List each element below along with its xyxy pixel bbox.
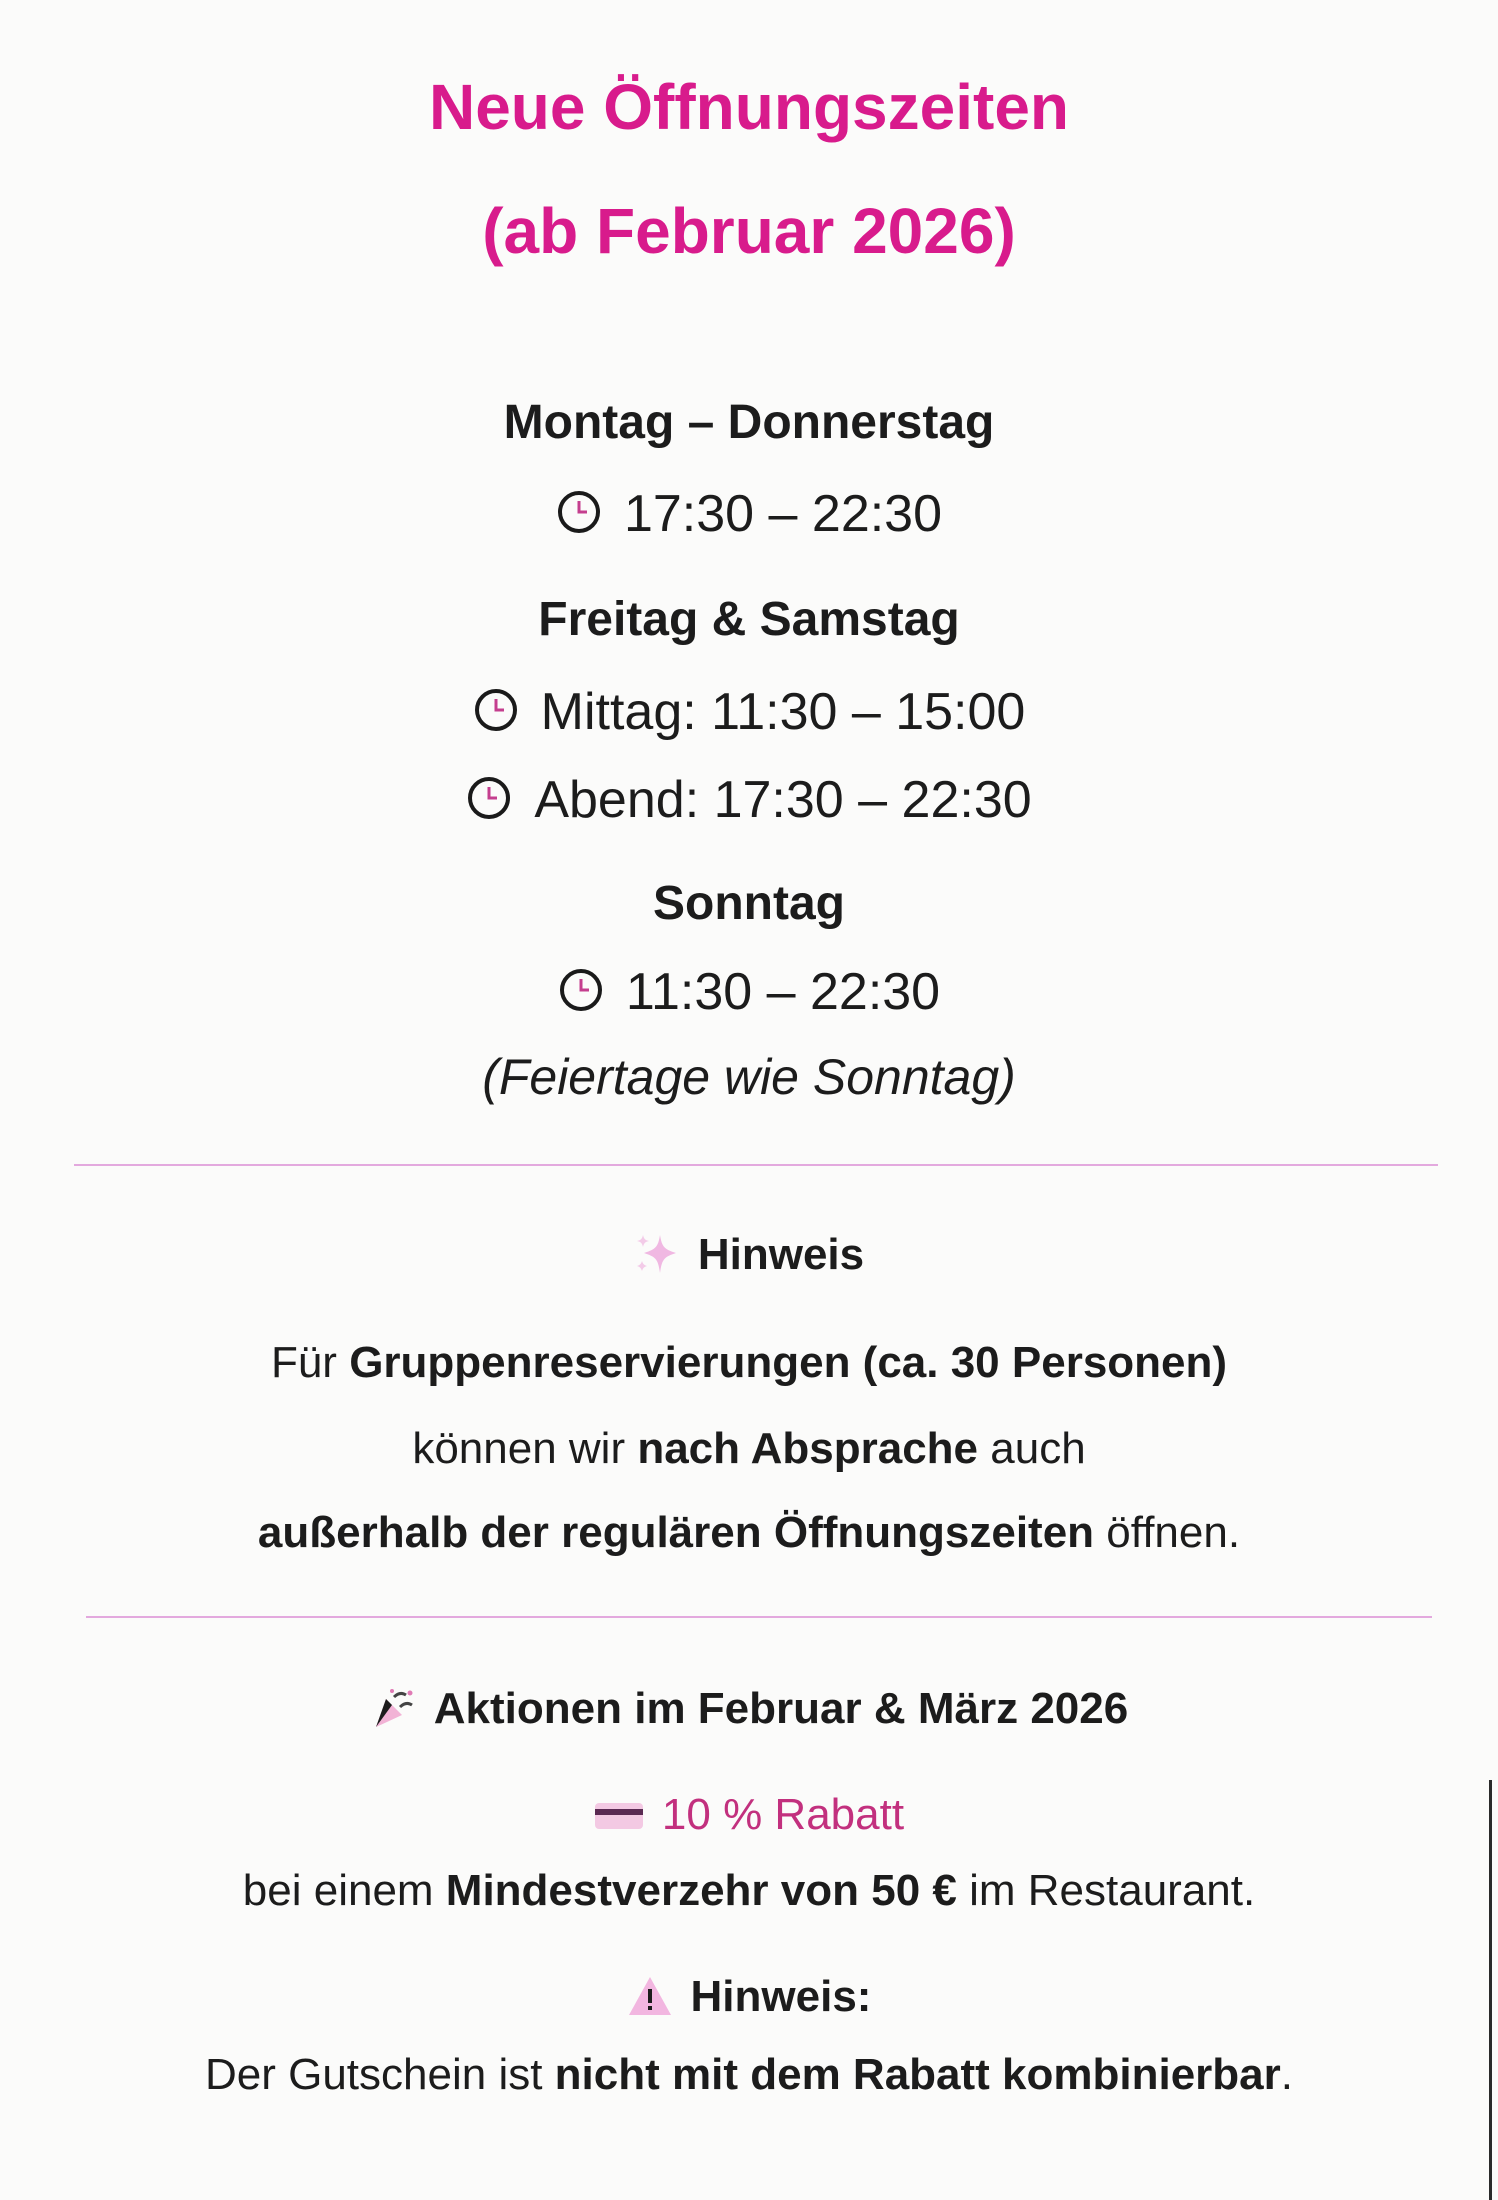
page-subtitle: (ab Februar 2026) [482, 195, 1016, 267]
promotion-condition-a: bei einem [242, 1866, 446, 1915]
clock-icon [556, 489, 602, 535]
promotions-heading-text: Aktionen im Februar & März 2026 [433, 1684, 1129, 1733]
discount-label [0, 1790, 1498, 1840]
warning-text [0, 2050, 1498, 2100]
notice-line-2 [0, 1424, 1498, 1474]
sparkle-icon [634, 1231, 680, 1277]
party-popper-icon [370, 1685, 416, 1731]
time-weekdays [0, 484, 1498, 544]
warning-icon [627, 1973, 673, 2019]
time-sunday [0, 962, 1498, 1022]
notice-line-1 [0, 1338, 1498, 1388]
holiday-note: (Feiertage wie Sonntag) [482, 1049, 1016, 1105]
notice-line-3 [0, 1508, 1498, 1558]
notice-line-1-a: Für [270, 1338, 350, 1387]
warning-text-c: . [1280, 2050, 1294, 2099]
time-weekend-lunch [0, 682, 1498, 742]
promotions-heading [0, 1684, 1498, 1734]
divider [86, 1616, 1432, 1618]
clock-icon [466, 775, 512, 821]
paper-edge [1489, 1780, 1492, 2200]
promotion-condition [0, 1866, 1498, 1916]
notice-line-2-c: auch [978, 1424, 1086, 1473]
day-label-weekend: Freitag & Samstag [538, 593, 960, 646]
day-label-sunday: Sonntag [653, 877, 845, 930]
notice-heading [0, 1230, 1498, 1280]
warning-heading [0, 1972, 1498, 2022]
page-title: Neue Öffnungszeiten [428, 71, 1070, 143]
warning-text-b: nicht mit dem Rabatt kombinierbar [554, 2050, 1281, 2099]
time-weekend-lunch-text: Mittag: 11:30 – 15:00 [540, 683, 1026, 741]
notice-line-1-b: Gruppenreservierungen (ca. 30 Personen) [349, 1338, 1228, 1387]
day-label-weekdays: Montag – Donnerstag [503, 396, 995, 449]
notice-line-3-a: außerhalb der regulären Öffnungszeiten [257, 1508, 1095, 1557]
time-weekend-evening-text: Abend: 17:30 – 22:30 [534, 771, 1032, 829]
credit-card-icon [594, 1801, 644, 1831]
warning-heading-text: Hinweis: [690, 1972, 872, 2021]
notice-line-2-a: können wir [412, 1424, 638, 1473]
promotion-condition-c: im Restaurant. [956, 1866, 1256, 1915]
divider [74, 1164, 1438, 1166]
notice-line-3-b: öffnen. [1094, 1508, 1241, 1557]
discount-text: 10 % Rabatt [661, 1790, 905, 1839]
time-sunday-text: 11:30 – 22:30 [625, 963, 941, 1021]
notice-line-2-b: nach Absprache [637, 1424, 979, 1473]
time-weekend-evening [0, 770, 1498, 830]
clock-icon [473, 687, 519, 733]
clock-icon [558, 967, 604, 1013]
promotion-condition-b: Mindestverzehr von 50 € [445, 1866, 957, 1915]
notice-heading-text: Hinweis [697, 1230, 865, 1279]
time-weekdays-text: 17:30 – 22:30 [623, 485, 943, 543]
warning-text-a: Der Gutschein ist [204, 2050, 555, 2099]
